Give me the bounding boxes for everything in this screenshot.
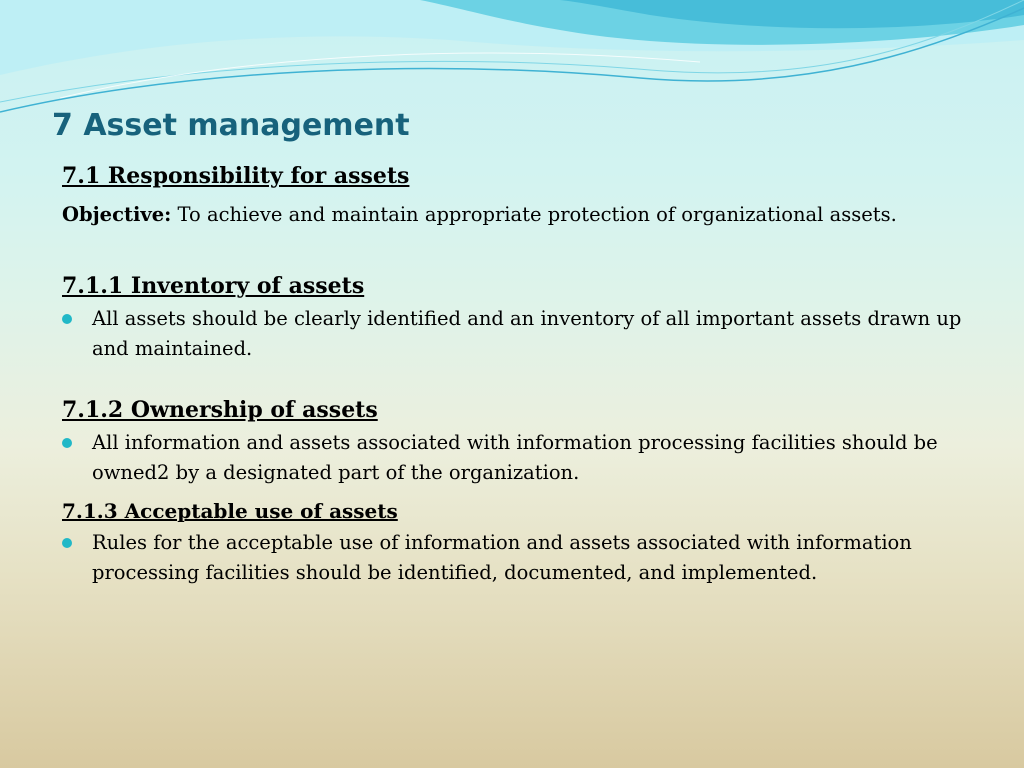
bullet-dot-icon — [62, 314, 72, 324]
bullet-dot-icon — [62, 438, 72, 448]
list-item-ownership — [62, 428, 962, 488]
objective-label: Objective: — [62, 203, 172, 226]
list-item-text: All assets should be clearly identified and an inventory of all important assets drawn up and maintained. — [92, 307, 962, 360]
list-item-inventory — [62, 304, 962, 364]
section-heading-7-1: 7.1 Responsibility for assets — [62, 163, 410, 189]
list-item-text: Rules for the acceptable use of information and assets associated with information processing facilities should be identified, documented, and implemented. — [92, 531, 912, 584]
list-item-acceptable-use — [62, 528, 962, 588]
slide-content — [62, 160, 962, 588]
subsection-heading-7-1-3: 7.1.3 Acceptable use of assets — [62, 499, 398, 523]
objective-paragraph — [62, 200, 962, 230]
slide-title: 7 Asset management — [52, 108, 410, 143]
objective-text: To achieve and maintain appropriate protection of organizational assets. — [171, 203, 897, 226]
bullet-dot-icon — [62, 538, 72, 548]
subsection-heading-7-1-2: 7.1.2 Ownership of assets — [62, 397, 378, 423]
list-item-text: All information and assets associated with information processing facilities should be owned2 by a designated part of the organization. — [92, 431, 938, 484]
subsection-heading-7-1-1: 7.1.1 Inventory of assets — [62, 273, 365, 299]
